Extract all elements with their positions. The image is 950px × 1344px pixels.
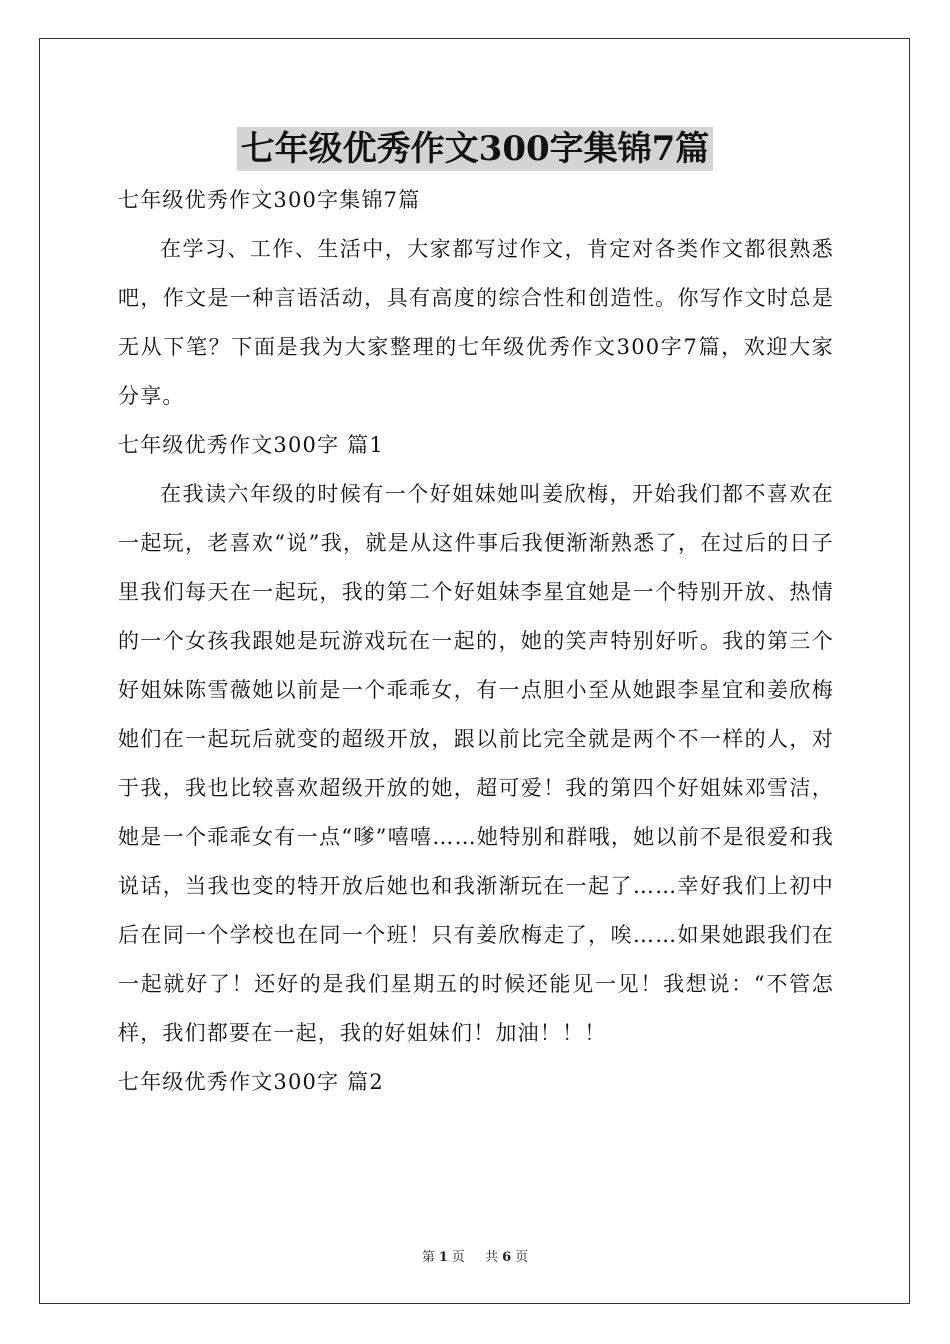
page-total: 共 6 页 <box>485 1250 529 1265</box>
title-container <box>0 127 950 171</box>
document-subtitle: 七年级优秀作文300字集锦7篇 <box>118 188 421 212</box>
section-body-1: 在我读六年级的时候有一个好姐妹她叫姜欣梅，开始我们都不喜欢在一起玩，老喜欢“说”我，就是从这件事后我便渐渐熟悉了，在过后的日子里我们每天在一起玩，我的第二个好姐妹李星宜她是一个特别开放、热情的一个女孩我跟她是玩游戏玩在一起的，她的笑声特别好听。我的第三个好姐妹陈雪薇她以前是一个乖乖女，有一点胆小至从她跟李星宜和姜欣梅她们在一起玩后就变的超级开放，跟以前比完全就是两个不一样的人，对于我，我也比较喜欢超级开放的她，超可爱！我的第四个好姐妹邓雪洁，她是一个乖乖女有一点“嗲”嘻嘻……她特别和群哦，她以前不是很爱和我说话，当我也变的特开放后她也和我渐渐玩在一起了……幸好我们上初中后在同一个学校也在同一个班！只有姜欣梅走了，唉……如果她跟我们在一起就好了！还好的是我们星期五的时候还能见一见！我想说：“不管怎样，我们都要在一起，我的好姐妹们！加油！！！ <box>118 482 834 1045</box>
intro-paragraph: 在学习、工作、生活中，大家都写过作文，肯定对各类作文都很熟悉吧，作文是一种言语活动，具有高度的综合性和创造性。你写作文时总是无从下笔？下面是我为大家整理的七年级优秀作文300字7篇，欢迎大家分享。 <box>118 237 834 408</box>
section-heading-2: 七年级优秀作文300字 篇2 <box>118 1070 384 1094</box>
page-footer <box>0 1246 950 1265</box>
document-body <box>118 176 834 1107</box>
section-heading-1: 七年级优秀作文300字 篇1 <box>118 433 384 457</box>
document-title: 七年级优秀作文300字集锦7篇 <box>237 127 714 171</box>
page-number: 第 1 页 <box>421 1250 465 1265</box>
